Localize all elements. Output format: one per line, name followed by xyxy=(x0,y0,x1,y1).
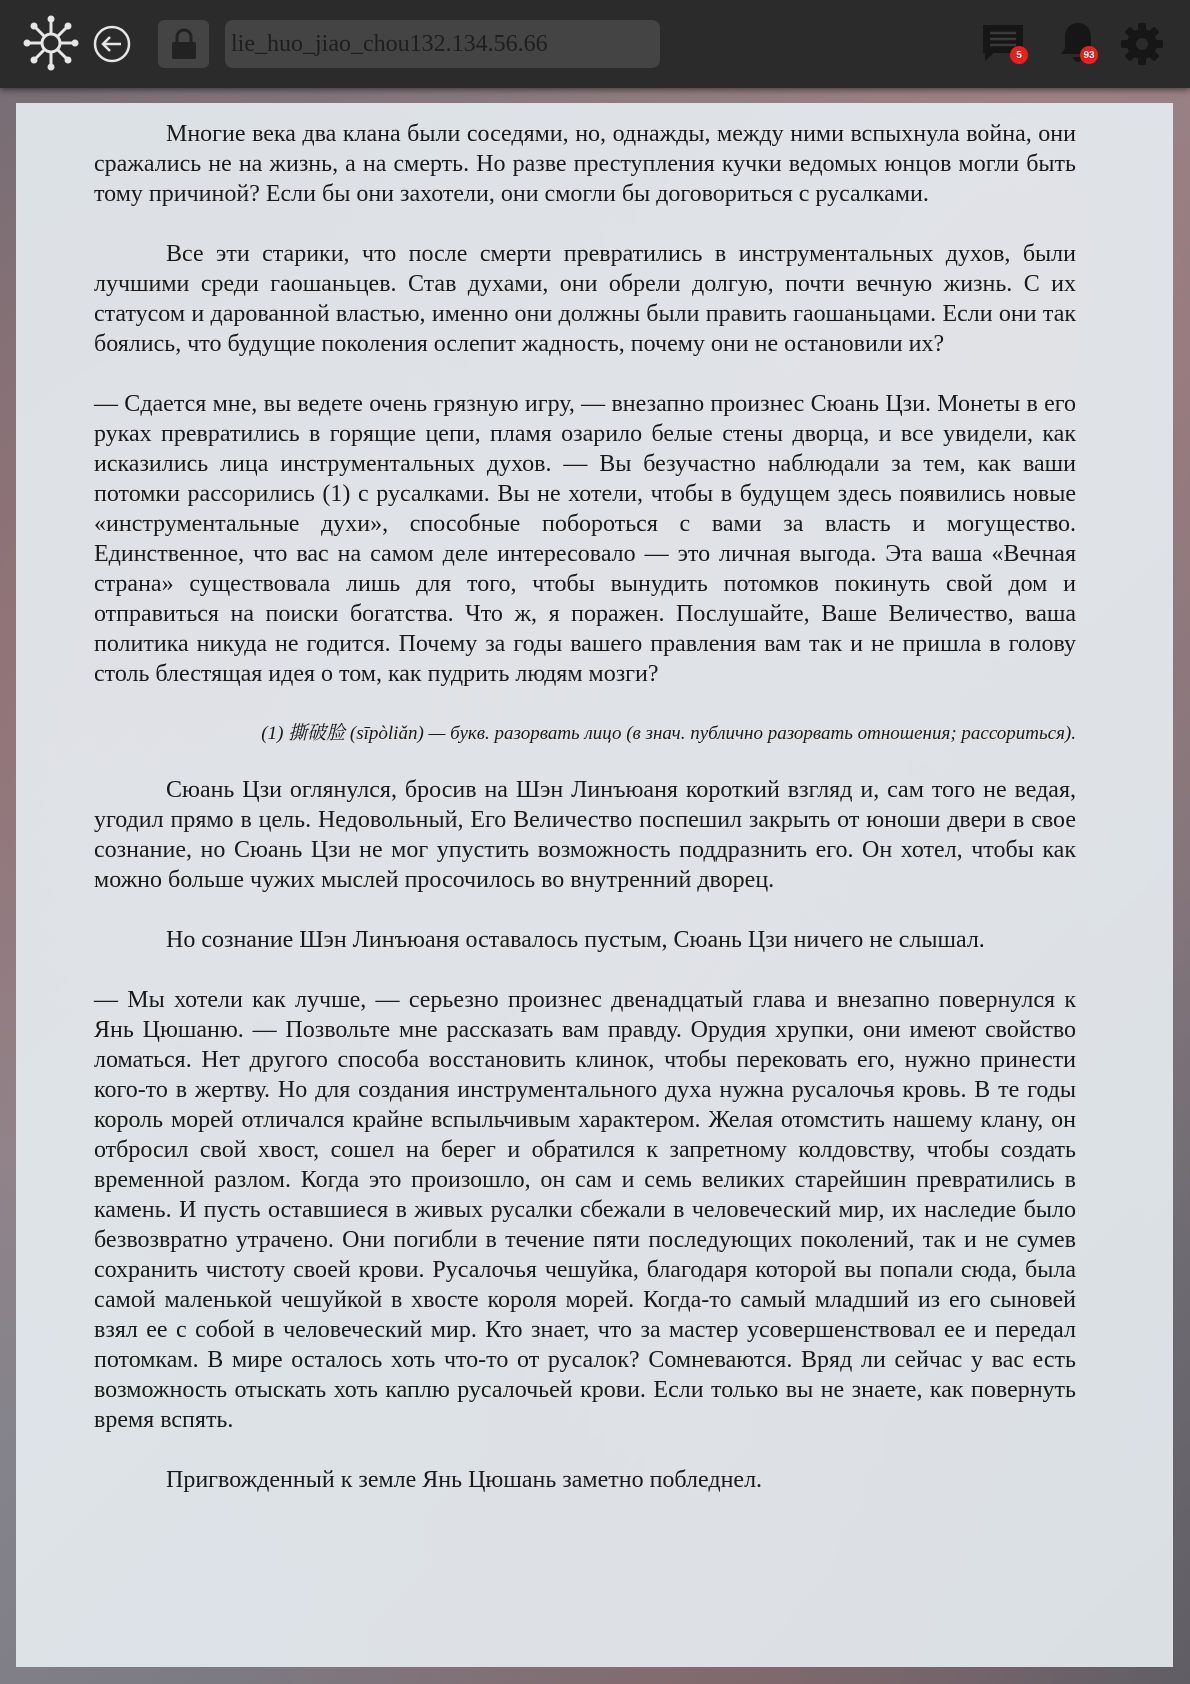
paragraph: Многие века два клана были соседями, но, однажды, между ними вспыхнула война, они сражались не на жизнь, а на смерть. Но разве преступления кучки ведомых юнцов могли быть тому причиной? Если бы они захотели, они смогли бы договориться с русалками. xyxy=(94,121,1076,207)
top-toolbar xyxy=(0,0,1190,88)
messages-badge: 5 xyxy=(1010,46,1028,64)
paragraph: Но сознание Шэн Линъюаня оставалось пустым, Сюань Цзи ничего не слышал. xyxy=(166,927,985,953)
paragraph: Пригвожденный к земле Янь Цюшань заметно побледнел. xyxy=(166,1467,763,1493)
paragraph: — Сдается мне, вы ведете очень грязную игру, — внезапно произнес Сюань Цзи. Монеты в его руках превратились в горящие цепи, пламя озарило белые стены дворца, и все увидели, как исказились лица инструментальных духов. — Вы безучастно наблюдали за тем, как ваши потомки рассорились (1) с русалками. Вы не хотели, чтобы в будущем здесь появились новые «инструментальные духи», способные побороться с вами за власть и могущество. Единственное, что вас на самом деле интересовало — это личная выгода. Эта ваша «Вечная страна» существовала лишь для того, чтобы вынудить потомков покинуть свой дом и отправиться на поиски богатства. Что ж, я поражен. Послушайте, Ваше Величество, ваша политика никуда не годится. Почему за годы вашего правления вам так и не пришла в голову столь блестящая идея о том, как пудрить людям мозги? xyxy=(94,391,1076,687)
address-bar[interactable] xyxy=(225,20,660,68)
lock-icon[interactable] xyxy=(158,20,209,68)
notifications-badge: 93 xyxy=(1080,46,1098,64)
paragraph: Сюань Цзи оглянулся, бросив на Шэн Линъюаня короткий взгляд и, сам того не ведая, угодил прямо в цель. Недовольный, Его Величество поспешил закрыть от юноши двери в свое сознание, но Сюань Цзи не мог упустить возможность поддразнить его. Он хотел, чтобы как можно больше чужих мыслей просочилось во внутренний дворец. xyxy=(94,777,1076,893)
address-text: lie_huo_jiao_chou132.134.56.66 xyxy=(231,30,548,57)
gear-icon[interactable] xyxy=(1118,20,1166,68)
hub-icon[interactable] xyxy=(22,14,80,72)
article-text xyxy=(94,119,1076,1525)
paragraph: Все эти старики, что после смерти превратились в инструментальных духов, были лучшими среди гаошаньцев. Став духами, они обрели долгую, почти вечную жизнь. С их статусом и дарованной властью, именно они должны были править гаошаньцами. Если они так боялись, что будущие поколения ослепит жадность, почему они не остановили их? xyxy=(94,241,1076,357)
paragraph: — Мы хотели как лучше, — серьезно произнес двенадцатый глава и внезапно повернулся к Янь Цюшаню. — Позвольте мне рассказать вам правду. Орудия хрупки, они имеют свойство ломаться. Нет другого способа восстановить клинок, чтобы перековать его, нужно принести кого-то в жертву. Но для создания инструментального духа нужна русалочья кровь. В те годы король морей отличался крайне вспыльчивым характером. Желая отомстить нашему клану, он отбросил свой хвост, сошел на берег и обратился к запретному колдовству, чтобы создать временной разлом. Когда это произошло, он сам и семь великих старейшин превратились в камень. И пусть оставшиеся в живых русалки сбежали в человеческий мир, их наследие было безвозвратно утрачено. Они погибли в течение пяти последующих поколений, так и не сумев сохранить чистоту своей крови. Русалочья чешуйка, благодаря которой вы попали сюда, была самой маленькой чешуйкой в хвосте короля морей. Когда-то самый младший из его сыновей взял ее с собой в человеческий мир. Кто знает, что за мастер усовершенствовал ее и передал потомкам. В мире осталось хоть что-то от русалок? Сомневаются. Вряд ли сейчас у вас есть возможность отыскать хоть каплю русалочьей крови. Если только вы не знаете, как повернуть время вспять. xyxy=(94,987,1076,1433)
footnote: (1) 撕破脸 (sīpòliǎn) — букв. разорвать лицо (в знач. публично разорвать отношения; рассориться). xyxy=(261,723,1076,744)
reading-page xyxy=(16,103,1173,1667)
back-arrow-icon[interactable] xyxy=(92,24,132,64)
